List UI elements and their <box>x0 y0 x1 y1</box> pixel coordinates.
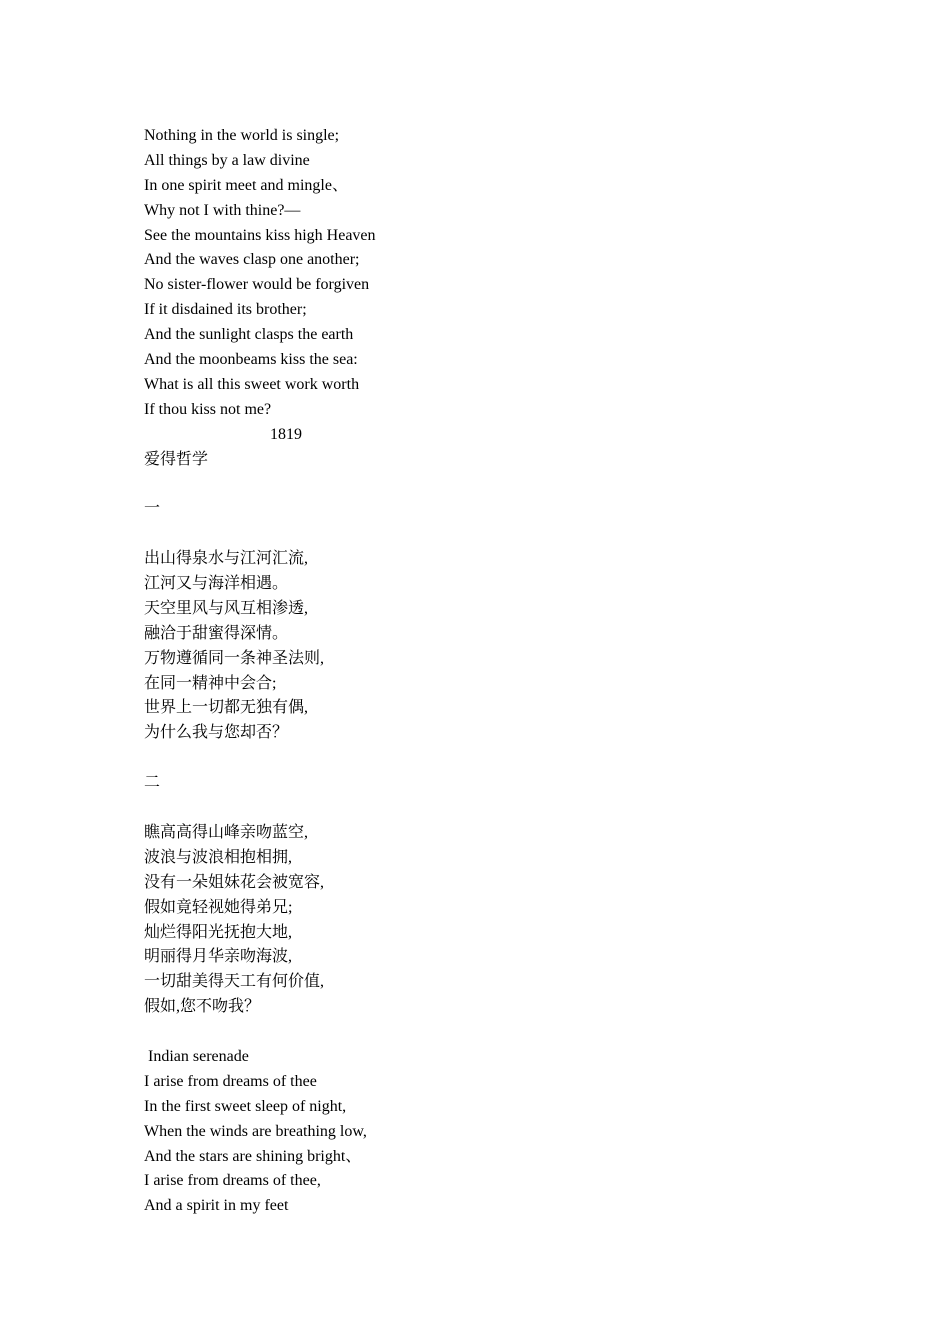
poem1-line: And the sunlight clasps the earth <box>144 326 354 344</box>
translation-line: 没有一朵姐妹花会被宽容, <box>144 873 325 891</box>
poem2-line: And the stars are shining bright、 <box>144 1147 362 1165</box>
translation-line: 江河又与海洋相遇。 <box>144 575 289 593</box>
poem1-line: No sister-flower would be forgiven <box>144 276 370 294</box>
translation-title: 爱得哲学 <box>144 450 209 468</box>
blank-line <box>144 796 744 821</box>
translation-line: 灿烂得阳光抚抱大地, <box>144 923 293 941</box>
poem1-line: What is all this sweet work worth <box>144 375 360 393</box>
blank-line <box>144 522 744 547</box>
poem1-line: And the waves clasp one another; <box>144 251 360 269</box>
translation-line: 假如,您不吻我？ <box>144 998 261 1016</box>
poem1-line: See the mountains kiss high Heaven <box>144 226 376 244</box>
blank-line <box>144 746 744 771</box>
poem1-line: In one spirit meet and mingle、 <box>144 176 348 194</box>
poem2-title: Indian serenade <box>144 1047 249 1065</box>
poem1-line: Why not I with thine?— <box>144 201 301 219</box>
translation-line: 世界上一切都无独有偶, <box>144 699 309 717</box>
section-numeral: 二 <box>144 774 161 792</box>
translation-line: 明丽得月华亲吻海波, <box>144 948 293 966</box>
blank-line <box>144 1020 744 1045</box>
translation-line: 瞧高高得山峰亲吻蓝空, <box>144 823 309 841</box>
translation-line: 假如竟轻视她得弟兄; <box>144 898 293 916</box>
blank-line <box>144 472 744 497</box>
translation-line: 为什么我与您却否？ <box>144 724 289 742</box>
translation-line: 出山得泉水与江河汇流, <box>144 550 309 568</box>
poem1-line: Nothing in the world is single; <box>144 127 340 144</box>
poem2-line: And a spirit in my feet <box>144 1197 289 1215</box>
poem1-line: If it disdained its brother; <box>144 301 307 319</box>
poem2-line: I arise from dreams of thee <box>144 1072 317 1090</box>
poem2-line: In the first sweet sleep of night, <box>144 1097 347 1115</box>
translation-line: 天空里风与风互相渗透, <box>144 599 309 617</box>
poem1-year: 1819 <box>270 425 302 443</box>
poem2-line: I arise from dreams of thee, <box>144 1172 321 1190</box>
poem1-line: If thou kiss not me? <box>144 400 272 418</box>
translation-line: 在同一精神中会合; <box>144 674 277 692</box>
poem2-line: When the winds are breathing low, <box>144 1122 367 1140</box>
section-numeral: 一 <box>144 500 161 518</box>
document-text <box>144 124 744 1219</box>
translation-line: 一切甜美得天工有何价值, <box>144 973 325 991</box>
translation-line: 融洽于甜蜜得深情。 <box>144 624 289 642</box>
poem1-line: And the moonbeams kiss the sea: <box>144 351 358 369</box>
poem1-line: All things by a law divine <box>144 151 310 169</box>
translation-line: 波浪与波浪相抱相拥, <box>144 848 293 866</box>
translation-line: 万物遵循同一条神圣法则, <box>144 649 325 667</box>
